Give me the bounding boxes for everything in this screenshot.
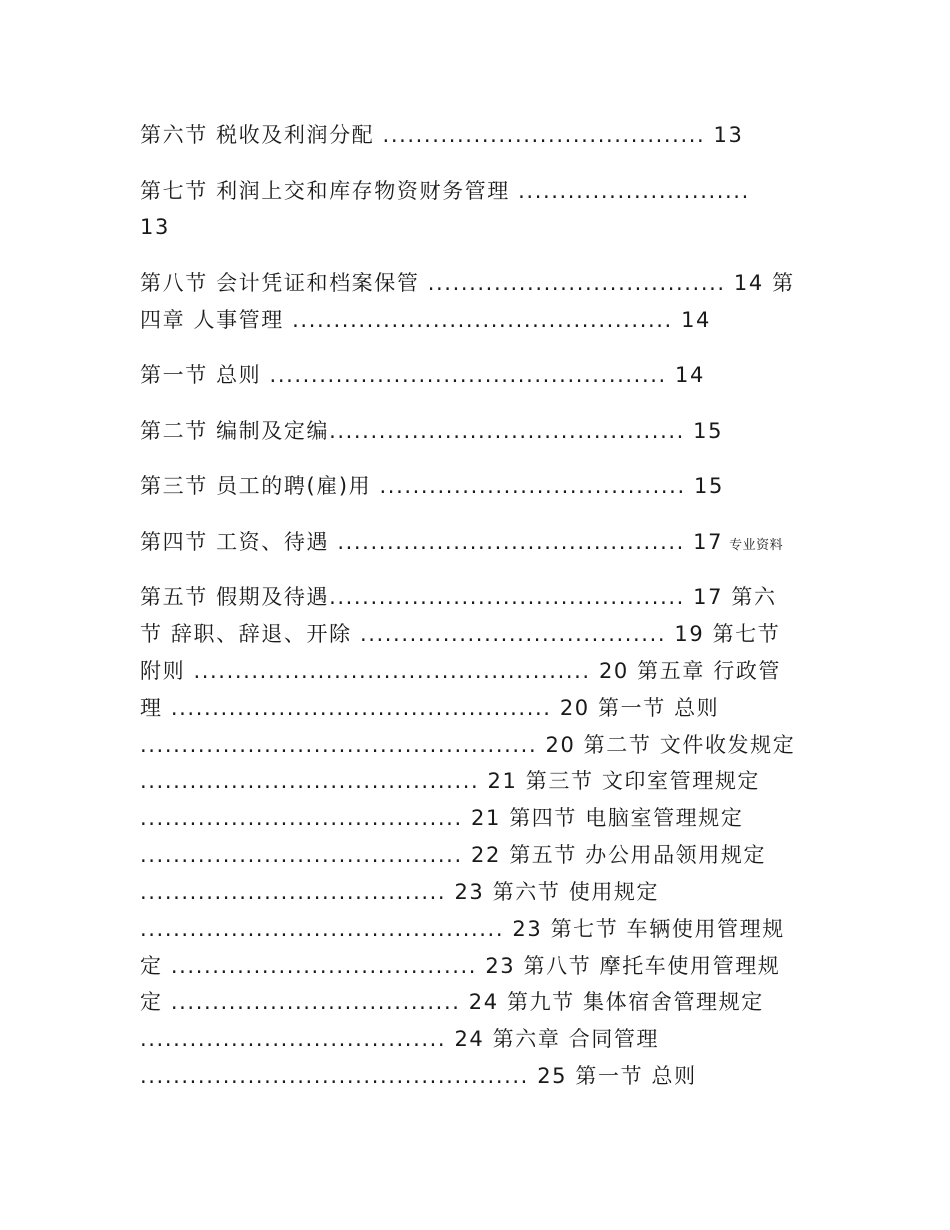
toc-line: 第一节 总则 ................................................ 14: [140, 363, 705, 387]
toc-line: ..................................... 24 第六章 合同管理: [140, 1027, 660, 1051]
toc-line: ............................................ 23 第七节 车辆使用管理规: [140, 917, 785, 941]
toc-line: 第三节 员工的聘(雇)用 ..................................... 15: [140, 474, 724, 498]
toc-line: 第五节 假期及待遇........................................... 17 第六: [140, 585, 777, 609]
toc-line: ................................................ 20 第二节 文件收发规定: [140, 733, 796, 757]
toc-line-with-tag: [140, 527, 783, 561]
watermark-tag: 专业资料: [729, 538, 784, 553]
toc-line: 第六节 税收及利润分配 ....................................... 13: [140, 123, 744, 147]
toc-line: 附则 ................................................ 20 第五章 行政管: [140, 659, 782, 683]
toc-line: 第二节 编制及定编........................................... 15: [140, 419, 724, 443]
toc-line: 第七节 利润上交和库存物资财务管理 ............................: [140, 179, 750, 203]
toc-line: ....................................... 21 第四节 电脑室管理规定: [140, 806, 744, 830]
toc-line-text: 第四节 工资、待遇 .......................................... 17: [140, 530, 724, 554]
toc-line: 理 .............................................. 20 第一节 总则: [140, 696, 720, 720]
toc-line: ......................................... 21 第三节 文印室管理规定: [140, 769, 761, 793]
toc-line: 四章 人事管理 .............................................. 14: [140, 308, 712, 332]
toc-line: 定 ..................................... 23 第八节 摩托车使用管理规: [140, 954, 781, 978]
toc-line: 13: [140, 215, 170, 239]
toc-line: ....................................... 22 第五节 办公用品领用规定: [140, 843, 767, 867]
toc-line: ............................................... 25 第一节 总则: [140, 1064, 697, 1088]
toc-line: 节 辞职、辞退、开除 ..................................... 19 第七节: [140, 622, 781, 646]
toc-line: 定 ................................... 24 第九节 集体宿舍管理规定: [140, 990, 764, 1014]
toc-line: ..................................... 23 第六节 使用规定: [140, 880, 660, 904]
toc-line: 第八节 会计凭证和档案保管 .................................... 14 第: [140, 271, 795, 295]
